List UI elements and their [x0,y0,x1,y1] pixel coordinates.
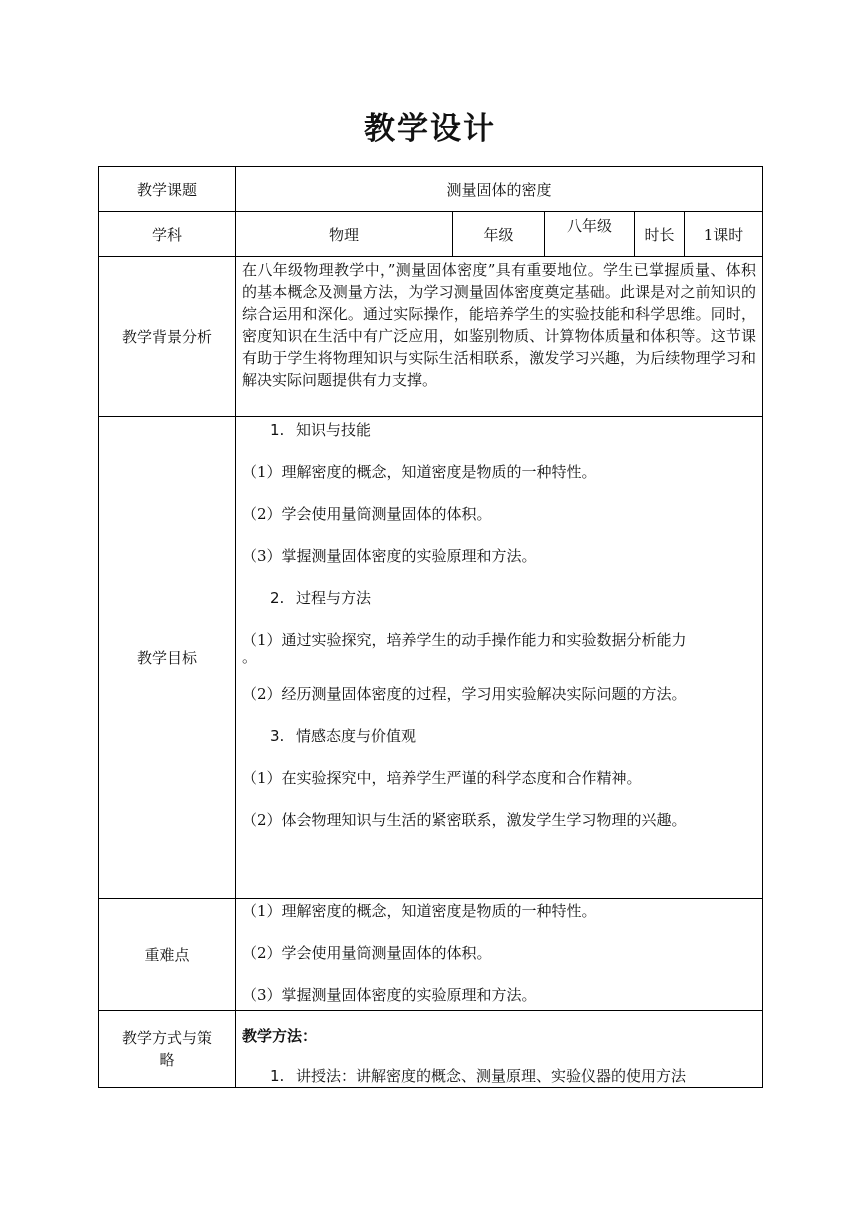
topic-value: 测量固体的密度 [236,167,763,212]
background-label: 教学背景分析 [99,257,236,417]
page-title: 教学设计 [364,111,496,147]
objective-heading-1-text: 知识与技能 [296,421,372,439]
objectives-label: 教学目标 [99,417,236,899]
duration-label: 时长 [635,212,685,257]
objective-heading-2 [236,587,762,609]
duration-value: 1课时 [685,212,763,257]
lesson-plan-table [98,166,763,1088]
methods-label [99,1011,236,1088]
topic-label: 教学课题 [99,167,236,212]
background-text: 在八年级物理教学中，”测量固体密度”具有重要地位。学生已掌握质量、体积的基本概念及测量方法，为学习测量固体密度奠定基础。此课是对之前知识的综合运用和深化。通过实际操作，能培养学生的实验技能和科学思维。同时，密度知识在生活中有广泛应用，如鉴别物质、计算物体质量和体积等。这节课有助于学生将物理知识与实际生活相联系，激发学习兴趣，为后续物理学习和解决实际问题提供有力支撑。 [242,261,756,389]
objective-heading-1-num: 1. [270,421,285,439]
methods-label-line2: 略 [159,1051,175,1069]
key-point-item: （2）学会使用量筒测量固体的体积。 [242,944,492,962]
methods-item-1-text: 讲授法：讲解密度的概念、测量原理、实验仪器的使用方法 [296,1067,687,1085]
methods-item-1 [236,1065,762,1087]
objective-item: （2）经历测量固体密度的过程，学习用实验解决实际问题的方法。 [242,685,687,703]
objective-heading-2-num: 2. [270,589,285,607]
objective-item: （3）掌握测量固体密度的实验原理和方法。 [242,547,537,565]
objective-heading-2-text: 过程与方法 [296,589,372,607]
subject-label: 学科 [99,212,236,257]
objective-item: （2）学会使用量筒测量固体的体积。 [242,505,492,523]
key-points-row [99,899,763,1011]
subject-row [99,212,763,257]
topic-row [99,167,763,212]
key-points-label: 重难点 [99,899,236,1011]
objective-heading-3 [236,725,762,747]
methods-item-1-num: 1. [270,1067,285,1085]
methods-label-line1: 教学方式与策 [121,1029,212,1047]
background-row [99,257,763,417]
key-point-item: （3）掌握测量固体密度的实验原理和方法。 [242,986,537,1004]
objective-item: （2）体会物理知识与生活的紧密联系，激发学生学习物理的兴趣。 [242,811,687,829]
objectives-row [99,417,763,899]
objective-heading-3-num: 3. [270,727,285,745]
methods-row [99,1011,763,1088]
objective-item: （1）在实验探究中，培养学生严谨的科学态度和合作精神。 [242,769,642,787]
methods-cell [236,1011,763,1088]
subject-value: 物理 [236,212,453,257]
objective-item-wrap: 。 [242,648,258,666]
methods-heading: 教学方法： [242,1027,318,1045]
key-point-item: （1）理解密度的概念，知道密度是物质的一种特性。 [242,902,597,920]
background-cell [236,257,763,417]
objective-heading-1 [236,419,762,441]
objective-heading-3-text: 情感态度与价值观 [296,727,417,745]
key-points-cell [236,899,763,1011]
grade-label: 年级 [453,212,545,257]
objective-item: （1）理解密度的概念，知道密度是物质的一种特性。 [242,463,597,481]
objectives-cell [236,417,763,899]
grade-value: 八年级 [545,212,635,257]
objective-item: （1）通过实验探究，培养学生的动手操作能力和实验数据分析能力 [242,631,687,649]
